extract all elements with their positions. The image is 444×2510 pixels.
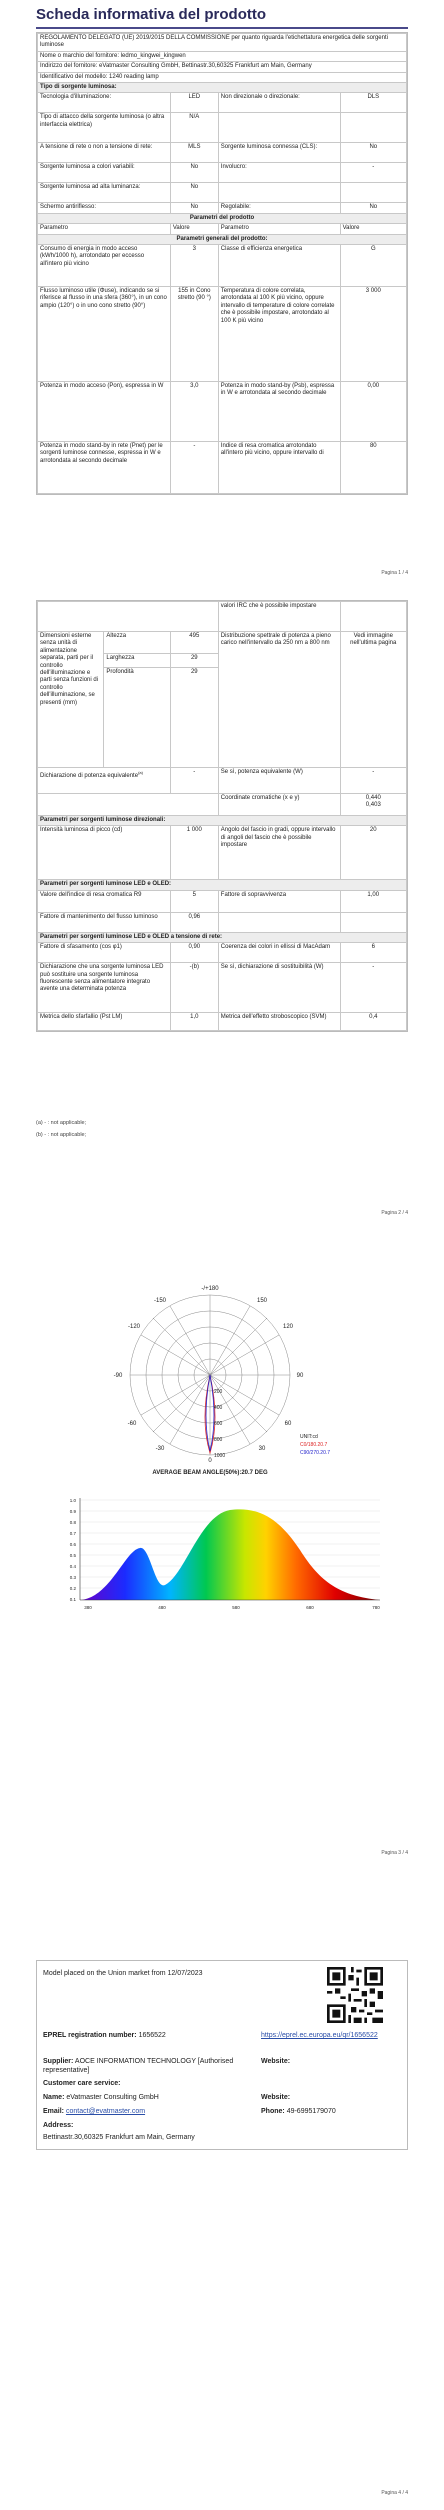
qr-code-icon[interactable] — [327, 1967, 383, 2023]
general-cell: 155 in Cono stretto (90 °) — [170, 287, 218, 382]
page-4 — [0, 1900, 444, 2510]
general-cell: Flusso luminoso utile (Φuse), indicando se si riferisce al flusso in una sfera (360°), in un cono ampio (120°) o in uno cono stretto (90°) — [38, 287, 171, 382]
addr-value: Bettinastr.30,60325 Frankfurt am Main, Germany — [43, 2134, 195, 2141]
mains-cell: 6 — [340, 943, 406, 963]
mains-cell: 1,0 — [170, 1013, 218, 1031]
dim-value: 495 — [170, 632, 218, 654]
general-cell: Temperatura di colore correlata, arrotondata al 100 K più vicino, oppure intervallo di temperature di colore correlate che è possibile impostare, arrotondato al 100 K più vicino — [218, 287, 340, 382]
dir-cell: 20 — [340, 826, 406, 880]
polar-legend: UNIT:cd — [300, 1434, 318, 1440]
y-tick: 0.1 — [69, 1597, 76, 1602]
general-cell: Potenza in modo stand-by (Psb), espressa in W e arrotondata al secondo decimale — [218, 382, 340, 442]
title-rule — [36, 27, 408, 29]
x-tick: 680 — [306, 1605, 314, 1610]
polar-label: 90 — [296, 1373, 304, 1379]
polar-label: 120 — [282, 1324, 294, 1330]
type-cell: A tensione di rete o non a tensione di rete: — [38, 143, 171, 163]
polar-legend: C0/180.20.7 — [300, 1442, 328, 1448]
spectrum-chart — [0, 1490, 444, 1620]
mains-cell: Dichiarazione che una sorgente luminosa LED può sostituire una sorgente luminosa fluorescente senza alimentatore integrato avente una determinata potenza — [38, 963, 171, 1013]
params-header: Parametri del prodotto — [38, 213, 407, 223]
name-label: Name: — [43, 2094, 65, 2101]
y-tick: 0.4 — [69, 1564, 76, 1569]
addr-label: Address: — [43, 2122, 74, 2129]
polar-label: 60 — [284, 1421, 292, 1427]
dir-cell: Angolo del fascio in gradi, oppure intervallo di angoli del fascio che è possibile impostare — [218, 826, 340, 880]
dir-cell: 1 000 — [170, 826, 218, 880]
type-cell: LED — [170, 93, 218, 113]
eprel-label: EPREL registration number: — [43, 2032, 137, 2039]
polar-label: -150 — [153, 1298, 167, 1304]
x-tick: 480 — [158, 1605, 166, 1610]
mains-cell: Coerenza dei colori in ellissi di MacAdam — [218, 943, 340, 963]
polar-label: -60 — [127, 1421, 137, 1427]
ring-label: 400 — [214, 1405, 223, 1411]
mains-cell: Fattore di sfasamento (cos φ1) — [38, 943, 171, 963]
general-cell: 3 — [170, 245, 218, 287]
type-cell: No — [340, 203, 406, 213]
eprel-link[interactable]: https://eprel.ec.europa.eu/qr/1656522 — [261, 2032, 378, 2039]
equiv-label: Se sì, potenza equivalente (W) — [218, 768, 340, 794]
polar-diagram — [0, 1250, 444, 1480]
type-cell: No — [170, 203, 218, 213]
polar-legend: C90/270.20.7 — [300, 1450, 331, 1456]
irc-continuation: valori IRC che è possibile impostare — [218, 602, 340, 632]
led-header: Parametri per sorgenti luminose LED e OLED: — [38, 880, 407, 890]
general-cell: 80 — [340, 442, 406, 494]
dims-label: Dimensioni esterne senza unità di alimentazione separata, parti per il controllo dell'illuminazione e parti senza funzioni di controllo dell'illuminazione, se presenti (mm) — [38, 632, 104, 768]
general-header: Parametri generali del prodotto: — [38, 234, 407, 244]
decl-sup: (a) — [138, 770, 143, 775]
model-value: 1240 reading lamp — [109, 73, 159, 80]
phone-value: 49-6995179070 — [286, 2108, 336, 2115]
type-cell: DLS — [340, 93, 406, 113]
polar-label: -/+180 — [201, 1286, 219, 1292]
led-cell: 5 — [170, 890, 218, 912]
type-cell: Sorgente luminosa a colori variabili: — [38, 163, 171, 183]
supplier-label: Supplier: — [43, 2058, 74, 2065]
care-label: Customer care service: — [43, 2080, 121, 2087]
x-tick: 780 — [372, 1605, 380, 1610]
ring-label: 800 — [214, 1437, 223, 1443]
y-tick: 0.2 — [69, 1586, 76, 1591]
dir-cell: Intensità luminosa di picco (cd) — [38, 826, 171, 880]
email-link[interactable]: contact@evatmaster.com — [65, 2108, 146, 2115]
general-cell: 3,0 — [170, 382, 218, 442]
page-number: Pagina 4 / 4 — [381, 2490, 408, 2496]
general-cell: Potenza in modo acceso (Pon), espressa in W — [38, 382, 171, 442]
led-cell: 1,00 — [340, 890, 406, 912]
dim-name: Altezza — [104, 632, 170, 654]
y-tick: 0.7 — [69, 1531, 76, 1536]
polar-caption: AVERAGE BEAM ANGLE(50%):20.7 DEG — [152, 1470, 268, 1476]
led-cell: Fattore di sopravvivenza — [218, 890, 340, 912]
type-cell: Sorgente luminosa connessa (CLS): — [218, 143, 340, 163]
product-table-p2 — [36, 600, 408, 1032]
footnote-b: (b) - : not applicable; — [36, 1132, 87, 1138]
mains-cell: 0,90 — [170, 943, 218, 963]
spectral-value: Vedi immagine nell'ultima pagina — [340, 632, 406, 768]
led-cell: Valore dell'indice di resa cromatica R9 — [38, 890, 171, 912]
y-tick: 0.5 — [69, 1553, 76, 1558]
polar-label: -30 — [155, 1446, 165, 1452]
email-label: Email: — [43, 2108, 65, 2115]
eprel-card — [36, 1960, 408, 2150]
dim-name: Larghezza — [104, 654, 170, 668]
page-2 — [0, 600, 444, 1230]
general-cell: Potenza in modo stand-by in rete (Pnet) per le sorgenti luminose connesse, espressa in W e arrotondata al secondo decimale — [38, 442, 171, 494]
general-cell: 3 000 — [340, 287, 406, 382]
ring-label: 200 — [214, 1389, 223, 1395]
dim-value: 29 — [170, 654, 218, 668]
page-title: Scheda informativa del prodotto — [36, 6, 267, 23]
led-cell: Fattore di mantenimento del flusso luminoso — [38, 912, 171, 932]
type-header: Tipo di sorgente luminosa: — [38, 83, 407, 93]
page-1 — [0, 0, 444, 610]
name-value: eVatmaster Consulting GmbH — [66, 2094, 159, 2101]
polar-label: -120 — [127, 1324, 141, 1330]
model-label: Identificativo del modello: — [40, 73, 108, 80]
website2-label: Website: — [261, 2094, 291, 2101]
address-label: Indirizzo del fornitore: — [40, 63, 98, 70]
general-cell: G — [340, 245, 406, 287]
polar-label: -90 — [113, 1373, 123, 1379]
mains-cell: Se sì, dichiarazione di sostituibilità (W) — [218, 963, 340, 1013]
page-number: Pagina 3 / 4 — [381, 1850, 408, 1856]
type-cell: Involucro: — [218, 163, 340, 183]
type-cell: No — [170, 163, 218, 183]
type-cell: Sorgente luminosa ad alta luminanza: — [38, 183, 171, 203]
type-cell: Tipo di attacco della sorgente luminosa (o altra interfaccia elettrica) — [38, 113, 171, 143]
ring-label: 1000 — [214, 1453, 226, 1459]
equiv-value: - — [340, 768, 406, 794]
led-cell: 0,96 — [170, 912, 218, 932]
footnote-a: (a) - : not applicable; — [36, 1120, 87, 1126]
dir-header: Parametri per sorgenti luminose direzionali: — [38, 816, 407, 826]
general-cell: Consumo di energia in modo acceso (kWh/1000 h), arrotondato per eccesso all'intero più vicino — [38, 245, 171, 287]
mains-cell: Metrica dello sfarfallio (Pst LM) — [38, 1013, 171, 1031]
page-number: Pagina 2 / 4 — [381, 1210, 408, 1216]
mains-cell: 0,4 — [340, 1013, 406, 1031]
regulation-text: REGOLAMENTO DELEGATO (UE) 2019/2015 DELLA COMMISSIONE per quanto riguarda l'etichettatura energetica delle sorgenti luminose — [38, 34, 407, 52]
address-value: eVatmaster Consulting GmbH, Bettinastr.30,60325 Frankfurt am Main, Germany — [99, 63, 312, 70]
y-tick: 0.8 — [69, 1520, 76, 1525]
dim-name: Profondità — [104, 668, 170, 768]
chroma-label: Coordinate cromatiche (x e y) — [218, 794, 340, 816]
page-3 — [0, 1250, 444, 1870]
x-tick: 580 — [232, 1605, 240, 1610]
type-cell: No — [170, 183, 218, 203]
type-cell: N/A — [170, 113, 218, 143]
y-tick: 0.6 — [69, 1542, 76, 1547]
page-number: Pagina 1 / 4 — [381, 570, 408, 576]
placed-text: Model placed on the Union market from 12/07/2023 — [43, 1970, 203, 1977]
x-tick: 380 — [84, 1605, 92, 1610]
polar-label: 150 — [256, 1298, 268, 1304]
type-cell: MLS — [170, 143, 218, 163]
phone-label: Phone: — [261, 2108, 285, 2115]
decl-value: - — [170, 768, 218, 794]
type-cell: Schermo antiriflesso: — [38, 203, 171, 213]
dim-value: 29 — [170, 668, 218, 768]
col-header: Parametro — [38, 224, 171, 234]
spectrum-curve — [80, 1509, 380, 1600]
y-tick: 1.0 — [69, 1498, 76, 1503]
y-tick: 0.3 — [69, 1575, 76, 1580]
spectral-label: Distribuzione spettrale di potenza a pieno carico nell'intervallo da 250 nm a 800 nm — [218, 632, 340, 768]
general-cell: Classe di efficienza energetica — [218, 245, 340, 287]
general-cell: - — [170, 442, 218, 494]
y-tick: 0.9 — [69, 1509, 76, 1514]
mains-cell: - — [340, 963, 406, 1013]
chroma-x: 0,440 — [365, 795, 381, 801]
general-cell: Indice di resa cromatica arrotondato all'intero più vicino, oppure intervallo di — [218, 442, 340, 494]
chroma-y: 0,403 — [365, 802, 381, 809]
polar-label: 30 — [258, 1446, 266, 1452]
brand-value: ledmo_kingwei_kingwen — [120, 52, 186, 59]
type-cell: Regolabile: — [218, 203, 340, 213]
mains-cell: -(b) — [170, 963, 218, 1013]
polar-label: 0 — [208, 1458, 212, 1464]
col-header: Valore — [170, 224, 218, 234]
type-cell: Tecnologia d'illuminazione: — [38, 93, 171, 113]
brand-label: Nome o marchio del fornitore: — [40, 52, 120, 59]
supplier-value: AOCE INFORMATION TECHNOLOGY [Authorised representative] — [43, 2058, 234, 2074]
decl-label: Dichiarazione di potenza equivalente — [40, 773, 139, 779]
mains-cell: Metrica dell'effetto stroboscopico (SVM) — [218, 1013, 340, 1031]
type-cell: Non direzionale o direzionale: — [218, 93, 340, 113]
eprel-value: 1656522 — [138, 2032, 166, 2039]
type-cell: - — [340, 163, 406, 183]
type-cell: No — [340, 143, 406, 163]
mains-header: Parametri per sorgenti luminose LED e OLED a tensione di rete: — [38, 932, 407, 942]
product-table-p1 — [36, 32, 408, 495]
col-header: Parametro — [218, 224, 340, 234]
general-cell: 0,00 — [340, 382, 406, 442]
ring-label: 600 — [214, 1421, 223, 1427]
website-label: Website: — [261, 2058, 291, 2065]
col-header: Valore — [340, 224, 406, 234]
